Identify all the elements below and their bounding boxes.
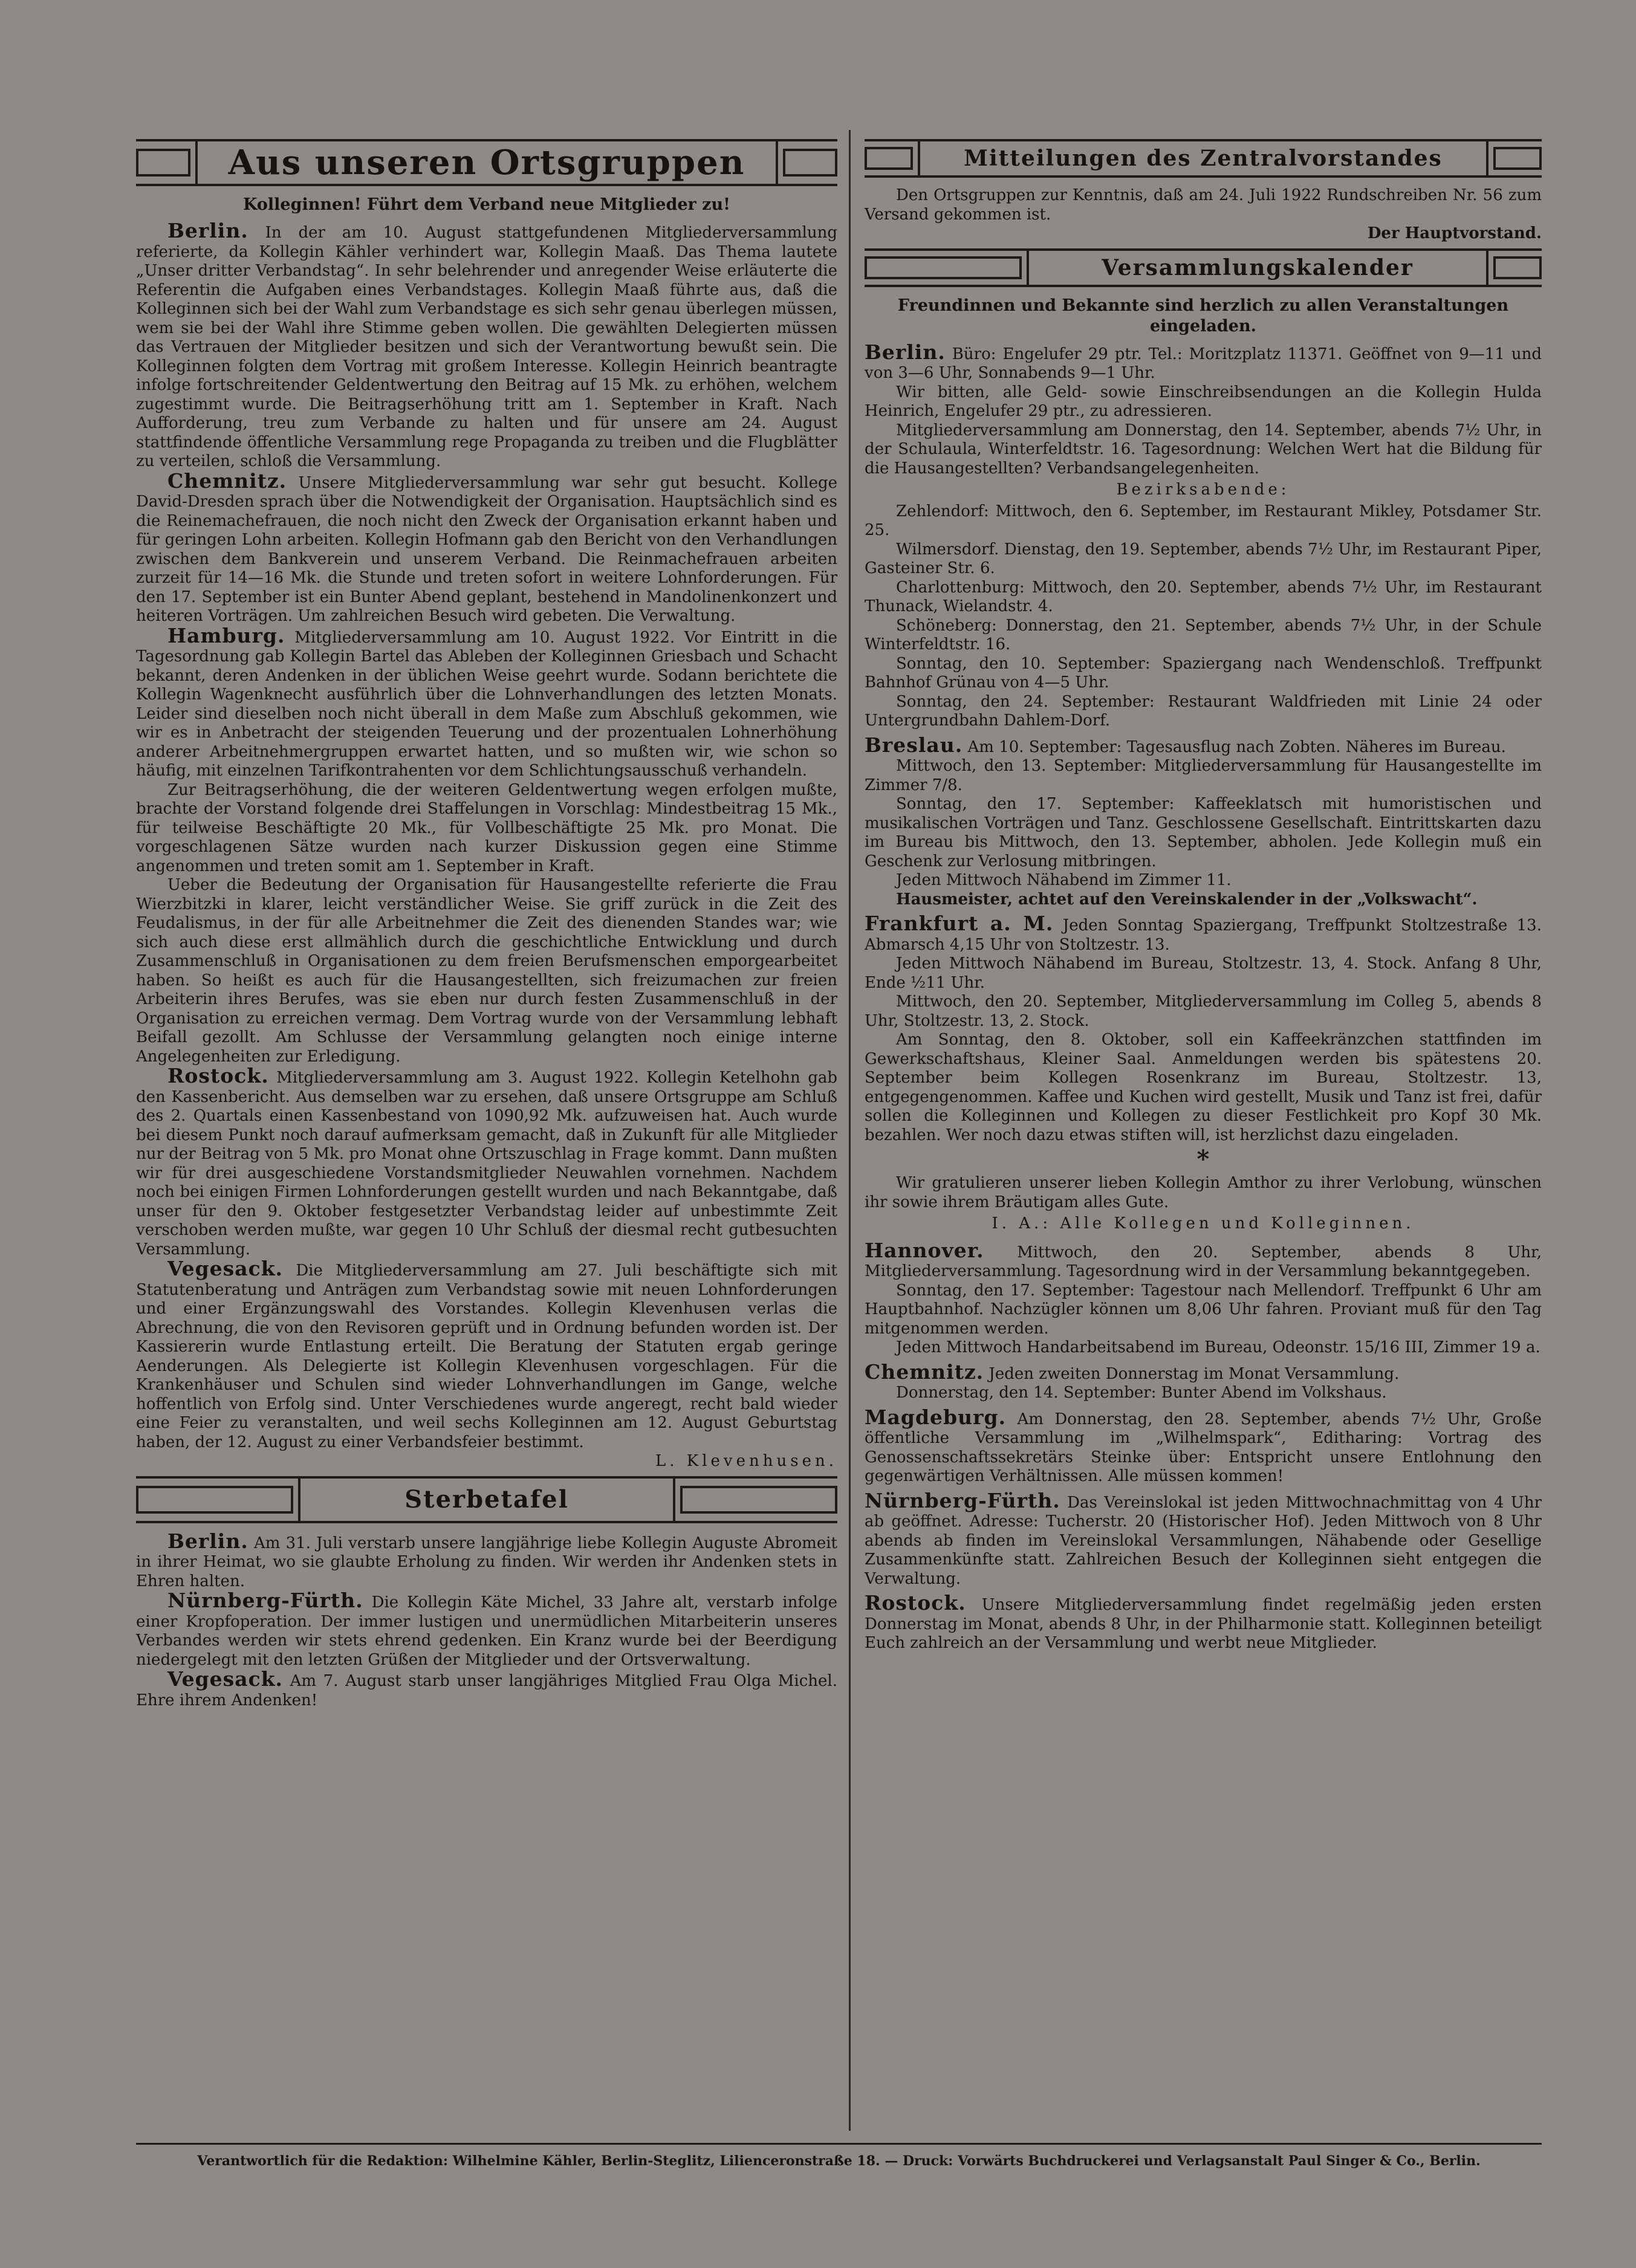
calendar-slogan: Freundinnen und Bekannte sind herzlich zu allen Veranstaltungen eingeladen.: [897, 296, 1509, 335]
report-paragraph: [136, 468, 837, 626]
calendar-text: Sonntag, den 17. September: Kaffeeklatsch mit humoristischen und musikalischen Vorträgen und Tanz. Geschlossene Gesellschaft. Eintrittskarten dazu im Bureau bis Mittwoch, den 13. September, abholen. Jede Kollegin muß ein Geschenk zur Verlosung mitbringen.: [865, 795, 1542, 870]
city-heading: Hamburg.: [167, 623, 285, 647]
obituary-paragraph: [136, 1591, 837, 1670]
city-heading: Hannover.: [865, 1238, 984, 1262]
calendar-entry: [865, 1359, 1542, 1384]
report-paragraph: [136, 781, 837, 876]
notice-signature: Der Hauptvorstand.: [1367, 224, 1542, 242]
header-ornament-box: [136, 1486, 293, 1514]
city-heading: Nürnberg-Fürth.: [865, 1488, 1060, 1512]
calendar-text: Schöneberg: Donnerstag, den 21. September, abends 7½ Uhr, in der Schule Winterfeldtstr. 16.: [865, 616, 1542, 653]
calendar-entry: [865, 1593, 1542, 1653]
calendar-text: Büro: Engelufer 29 ptr. Tel.: Moritzplatz 11371. Geöffnet von 9—11 und von 3—6 Uhr, Sonnabends 9—1 Uhr.: [865, 345, 1542, 382]
calendar-text: Jeden zweiten Donnerstag im Monat Versammlung.: [984, 1364, 1400, 1383]
header-ornament-box: [680, 1486, 837, 1514]
calendar-text: Charlottenburg: Mittwoch, den 20. September, abends 7½ Uhr, im Restaurant Thunack, Wielandstr. 4.: [865, 578, 1542, 615]
calendar-text: Das Vereinslokal ist jeden Mittwochnachmittag von 4 Uhr ab geöffnet. Adresse: Tucherstr. 20 (Historischer Hof). Jeden Mittwoch von 8 Uhr abends ab finden im Vereinslokal Versammlungen, Nähabende oder Gesellige Zusammenkünfte statt. Zahlreichen Besuch der Kolleginnen sieht entgegen die Verwaltung.: [865, 1493, 1542, 1588]
calendar-text: Wir gratulieren unserer lieben Kollegin Amthor zu ihrer Verlobung, wünschen ihr sowie ihrem Bräutigam alles Gute.: [865, 1174, 1542, 1211]
report-text: Unsere Mitgliederversammlung war sehr gut besucht. Kollege David-Dresden sprach über die Notwendigkeit der Organisation. Hauptsächlich sind es die Reinemachefrauen, die noch nicht den Zweck der Organisation erkannt haben und für geringen Lohn arbeiten. Kollegin Hofmann gab den Bericht von den Verhandlungen zwischen dem Bankverein und unserem Verband. Die Reinmachefrauen arbeiten zurzeit für 14—16 Mk. die Stunde und treten sofort in weitere Lohnforderungen. Für den 17. September ist ein Bunter Abend geplant, bestehend in Mandolinenkonzert und heiteren Vorträgen. Um zahlreichen Besuch wird gebeten. Die Verwaltung.: [136, 473, 837, 625]
calendar-text: Am Sonntag, den 8. Oktober, soll ein Kaffeekränzchen stattfinden im Gewerkschaftshaus, Kleiner Saal. Anmeldungen werden bis spätestens 20. September beim Kollegen Rosenkranz im Bureau, Stoltzestr. 13, entgegengenommen. Kaffee und Kuchen wird gestellt, Musik und Tanz ist frei, dafür sollen die Kolleginnen und Kollegen zu dieser Festlichkeit pro Kopf 30 Mk. bezahlen. Wer noch dazu etwas stiften will, ist herzlichst dazu eingeladen.: [865, 1031, 1542, 1144]
report-paragraph: [136, 221, 837, 471]
city-heading: Breslau.: [865, 733, 963, 757]
obituary-paragraph: [136, 1529, 837, 1592]
right-column: [865, 139, 1542, 1653]
district-heading: Bezirksabende:: [1116, 481, 1290, 499]
report-text: Die Mitgliederversammlung am 27. Juli beschäftigte sich mit Statutenberatung und Anträgen zum Verbandstag sowie mit neuen Lohnforderungen und einer Ergänzungswahl des Vorstandes. Kollegin Klevenhusen verlas die Abrechnung, die von den Revisoren geprüft und in Ordnung befunden worden ist. Der Kassiererin wurde Entlastung erteilt. Die Beratung der Statuten ergab geringe Aenderungen. Als Delegierte ist Kollegin Klevenhusen vorgeschlagen. Für die Krankenhäuser und Schulen sind wieder Lohnverhandlungen im Gange, welche hoffentlich von Erfolg sind. Unter Verschiedenes wurde angeregt, recht bald wieder eine Feier zu veranstalten, und weil sechs Kolleginnen am 12. August Geburtstag haben, der 12. August zu einer Verbandsfeier bestimmt.: [136, 1262, 837, 1451]
column-divider: [849, 130, 851, 2131]
calendar-text: Am 10. September: Tagesausflug nach Zobten. Näheres im Bureau.: [962, 737, 1506, 756]
header-ornament-box: [865, 147, 913, 170]
star-separator: *: [1196, 1145, 1210, 1173]
calendar-text: Jeden Sonntag Spaziergang, Treffpunkt Stoltzestraße 13. Abmarsch 4,15 Uhr von Stoltzestr. 13.: [865, 916, 1542, 954]
calendar-text: Mittwoch, den 20. September, Mitgliederversammlung im Colleg 5, abends 8 Uhr, Stoltzestr. 13, 2. Stock.: [865, 993, 1542, 1030]
city-heading: Berlin.: [865, 340, 946, 364]
city-heading: Berlin.: [167, 219, 248, 242]
section-title: Sterbetafel: [298, 1479, 675, 1521]
obituary-text: Die Kollegin Käte Michel, 33 Jahre alt, verstarb infolge einer Kropfoperation. Der immer lustigen und unermüdlichen Mitarbeiterin unseres Verbandes werden wir stets ehrend gedenken. Ein Kranz wurde bei der Beerdigung niedergelegt mit den letzten Grüßen der Mitglieder und der Ortsverwaltung.: [136, 1593, 837, 1669]
imprint-footer: Verantwortlich für die Redaktion: Wilhelmine Kähler, Berlin-Steglitz, Lilienceronstraße 18. — Druck: Vorwärts Buchdruckerei und Verlagsanstalt Paul Singer & Co., Berlin.: [197, 2153, 1481, 2169]
calendar-entry: [865, 1488, 1542, 1589]
calendar-text: Jeden Mittwoch Nähabend im Zimmer 11.: [896, 871, 1232, 889]
calendar-text: Sonntag, den 24. September: Restaurant Waldfrieden mit Linie 24 oder Untergrundbahn Dahlem-Dorf.: [865, 692, 1542, 730]
slogan: Kolleginnen! Führt dem Verband neue Mitglieder zu!: [243, 195, 730, 214]
report-paragraph: [136, 623, 837, 781]
section-header-ortsgruppen: [136, 139, 837, 186]
city-heading: Magdeburg.: [865, 1405, 1007, 1429]
calendar-text: Am Donnerstag, den 28. September, abends 7½ Uhr, Große öffentliche Versammlung im „Wilhelmspark“, Editharing: Vortrag des Genossenschaftssekretärs Steinke über: Entspricht unsere Entlohnung den gegenwärtigen Verhältnissen. Alle müssen kommen!: [865, 1410, 1542, 1485]
report-paragraph: [136, 1259, 837, 1452]
calendar-text: Mitgliederversammlung am Donnerstag, den 14. September, abends 7½ Uhr, in der Schulaula, Winterfeldtstr. 16. Tagesordnung: Welchen Wert hat die Bildung für die Hausangestellten? Verbandsangelegenheiten.: [865, 421, 1542, 478]
header-ornament-box: [1493, 256, 1542, 279]
section-header-sterbetafel: [136, 1476, 837, 1523]
calendar-entry: [865, 340, 1542, 383]
report-paragraph: [136, 876, 837, 1066]
calendar-entry: [865, 733, 1542, 757]
section-header-kalender: [865, 248, 1542, 287]
calendar-text: Zehlendorf: Mittwoch, den 6. September, im Restaurant Mikley, Potsdamer Str. 25.: [865, 502, 1542, 539]
report-text: Ueber die Bedeutung der Organisation für Hausangestellte referierte die Frau Wierzbitzki in klarer, leicht verständlicher Weise. Sie griff zurück in die Zeit des Feudalismus, in der für alle Arbeitnehmer die Zeit des dienenden Standes war; wie sich auch diese erst allmählich durch die geschichtliche Entwicklung und durch Zusammenschluß in Organisationen zu dem freien Berufsmenschen emporgearbeitet haben. So heißt es auch für die Hausangestellten, sich freizumachen zur freien Arbeiterin ihres Berufes, was sie eben nur durch festen Zusammenschluß in der Organisation zu erreichen vermag. Dem Vortrag wurde von der Versammlung lebhaft Beifall gezollt. Am Schlusse der Versammlung gelangten noch einige interne Angelegenheiten zur Erledigung.: [136, 876, 837, 1066]
obituary-text: Am 7. August starb unser langjähriges Mitglied Frau Olga Michel. Ehre ihrem Andenken!: [136, 1672, 837, 1709]
calendar-text: Mittwoch, den 13. September: Mitgliederversammlung für Hausangestellte im Zimmer 7/8.: [865, 757, 1542, 794]
city-heading: Vegesack.: [167, 1667, 284, 1691]
calendar-text: Mittwoch, den 20. September, abends 8 Uhr, Mitgliederversammlung. Tagesordnung wird in der Versammlung bekanntgegeben.: [865, 1243, 1542, 1280]
city-heading: Berlin.: [167, 1529, 248, 1553]
footer-divider: [136, 2143, 1542, 2145]
report-text: Zur Beitragserhöhung, die der weiteren Geldentwertung wegen erfolgen mußte, brachte der Vorstand folgende drei Staffelungen in Vorschlag: Mindestbeitrag 15 Mk., für teilweise Beschäftigte 20 Mk., für Vollbeschäftigte 25 Mk. pro Monat. Die vorgeschlagenen Sätze wurden nach kurzer Diskussion gegen eine Stimme angenommen und treten somit am 1. September in Kraft.: [136, 780, 837, 875]
obituary-text: Am 31. Juli verstarb unsere langjährige liebe Kollegin Auguste Abromeit in ihrer Heimat, wo sie glaubte Erholung zu finden. Wir werden ihr Andenken stets in Ehren halten.: [136, 1534, 837, 1590]
section-header-zentralvorstand: [865, 139, 1542, 178]
obituary-paragraph: [136, 1667, 837, 1710]
city-heading: Rostock.: [167, 1064, 269, 1087]
calendar-text: Sonntag, den 17. September: Tagestour nach Mellendorf. Treffpunkt 6 Uhr am Hauptbahnhof. Nachzügler können um 8,06 Uhr fahren. Proviant muß für den Tag mitgenommen werden.: [865, 1281, 1542, 1338]
city-heading: Rostock.: [865, 1591, 966, 1615]
calendar-entry: [865, 1405, 1542, 1486]
report-text: In der am 10. August stattgefundenen Mitgliederversammlung referierte, da Kollegin Kähler verhindert war, Kollegin Maaß. Das Thema lautete „Unser dritter Verbandstag“. In sehr belehrender und anregender Weise erläuterte die Referentin die Aufgaben eines Verbandstages. Kollegin Maaß führte aus, daß die Kolleginnen sich bei der Wahl zum Verbandstage es sich sehr genau überlegen müssen, wem sie bei der Wahl ihre Stimme geben wollen. Die gewählten Delegierten müssen das Vertrauen der Mitglieder besitzen und sich der Verantwortung bewußt sein. Die Kolleginnen folgten dem Vortrag mit großem Interesse. Kollegin Heinrich beantragte infolge fortschreitender Geldentwertung den Beitrag auf 15 Mk. zu erhöhen, welchem zugestimmt wurde. Die Beitragserhöhung tritt am 1. September in Kraft. Nach Aufforderung, treu zum Verbande zu halten und für unsere am 24. August stattfindende öffentliche Versammlung rege Propaganda zu treiben und die Flugblätter zu verteilen, schloß die Versammlung.: [136, 224, 837, 470]
congrats-signature: I. A.: Alle Kollegen und Kolleginnen.: [992, 1214, 1415, 1233]
calendar-entry: [865, 914, 1542, 954]
section-title: Versammlungskalender: [1027, 251, 1488, 285]
header-ornament-box: [1493, 147, 1542, 170]
calendar-entry: [865, 1238, 1542, 1281]
calendar-text: Hausmeister, achtet auf den Vereinskalender in der „Volkswacht“.: [896, 890, 1478, 909]
calendar-text: Donnerstag, den 14. September: Bunter Abend im Volkshaus.: [896, 1384, 1387, 1402]
left-column: [136, 139, 837, 1710]
section-title: Mitteilungen des Zentralvorstandes: [918, 141, 1488, 175]
city-heading: Nürnberg-Fürth.: [167, 1589, 363, 1612]
city-heading: Vegesack.: [167, 1257, 284, 1280]
city-heading: Chemnitz.: [865, 1359, 984, 1384]
calendar-text: Unsere Mitgliederversammlung findet regelmäßig jeden ersten Donnerstag im Monat, abends 8 Uhr, in der Philharmonie statt. Kolleginnen beteiligt Euch zahlreich an der Versammlung und werbt neue Mitglieder.: [865, 1596, 1542, 1652]
calendar-text: Wir bitten, alle Geld- sowie Einschreibsendungen an die Kollegin Hulda Heinrich, Engelufer 29 ptr., zu adressieren.: [865, 383, 1542, 420]
report-text: Mitgliederversammlung am 3. August 1922. Kollegin Ketelhohn gab den Kassenbericht. Aus demselben war zu ersehen, daß unsere Ortsgruppe am Schluß des 2. Quartals einen Kassenbestand von 1090,92 Mk. aufzuweisen hat. Auch wurde bei diesem Punkt noch darauf aufmerksam gemacht, daß in Zukunft für alle Mitglieder nur der Beitrag von 5 Mk. pro Monat ohne Ortszuschlag in Frage kommt. Dann mußten wir für drei ausgeschiedene Vorstandsmitglieder Neuwahlen vornehmen. Nachdem noch bei einigen Firmen Lohnforderungen gestellt wurden und nach Bekanntgabe, daß unser für den 9. Oktober festgesetzter Verbandstag leider auf unbestimmte Zeit verschoben werden mußte, war gegen 10 Uhr Schluß der diesmal recht gutbesuchten Versammlung.: [136, 1069, 837, 1259]
report-text: Mitgliederversammlung am 10. August 1922. Vor Eintritt in die Tagesordnung gab Kollegin Bartel das Ableben der Kolleginnen Griesbach und Schacht bekannt, deren Andenken in der üblichen Weise geehrt wurde. Sodann berichtete die Kollegin Wagenknecht ausführlich über die Lohnverhandlungen des letzten Monats. Leider sind dieselben noch nicht überall in dem Maße zum Abschluß gekommen, wie wir es in Anbetracht der steigenden Teuerung und der prozentualen Lohnerhöhung anderer Arbeitnehmergruppen erwartet hatten, und so mußten wir, wie schon so häufig, mit einzelnen Tarifkontrahenten vor dem Schlichtungsausschuß verhandeln.: [136, 628, 837, 780]
calendar-text: Jeden Mittwoch Handarbeitsabend im Bureau, Odeonstr. 15/16 III, Zimmer 19 a.: [896, 1338, 1540, 1356]
calendar-text: Wilmersdorf. Dienstag, den 19. September, abends 7½ Uhr, im Restaurant Piper, Gasteiner Str. 6.: [865, 540, 1542, 577]
city-heading: Chemnitz.: [167, 468, 287, 493]
notice-text: Den Ortsgruppen zur Kenntnis, daß am 24. Juli 1922 Rundschreiben Nr. 56 zum Versand gekommen ist.: [865, 186, 1542, 224]
calendar-text: Sonntag, den 10. September: Spaziergang nach Wendenschloß. Treffpunkt Bahnhof Grünau von 4—5 Uhr.: [865, 654, 1542, 692]
calendar-text: Jeden Mittwoch Nähabend im Bureau, Stoltzestr. 13, 4. Stock. Anfang 8 Uhr, Ende ½11 Uhr.: [865, 954, 1542, 992]
header-ornament-box: [865, 256, 1022, 279]
report-signature: L. Klevenhusen.: [655, 1452, 837, 1470]
report-paragraph: [136, 1066, 837, 1259]
header-ornament-box: [783, 149, 837, 177]
city-heading: Frankfurt a. M.: [865, 912, 1054, 935]
section-title: Aus unseren Ortsgruppen: [195, 141, 778, 184]
header-ornament-box: [136, 149, 190, 177]
